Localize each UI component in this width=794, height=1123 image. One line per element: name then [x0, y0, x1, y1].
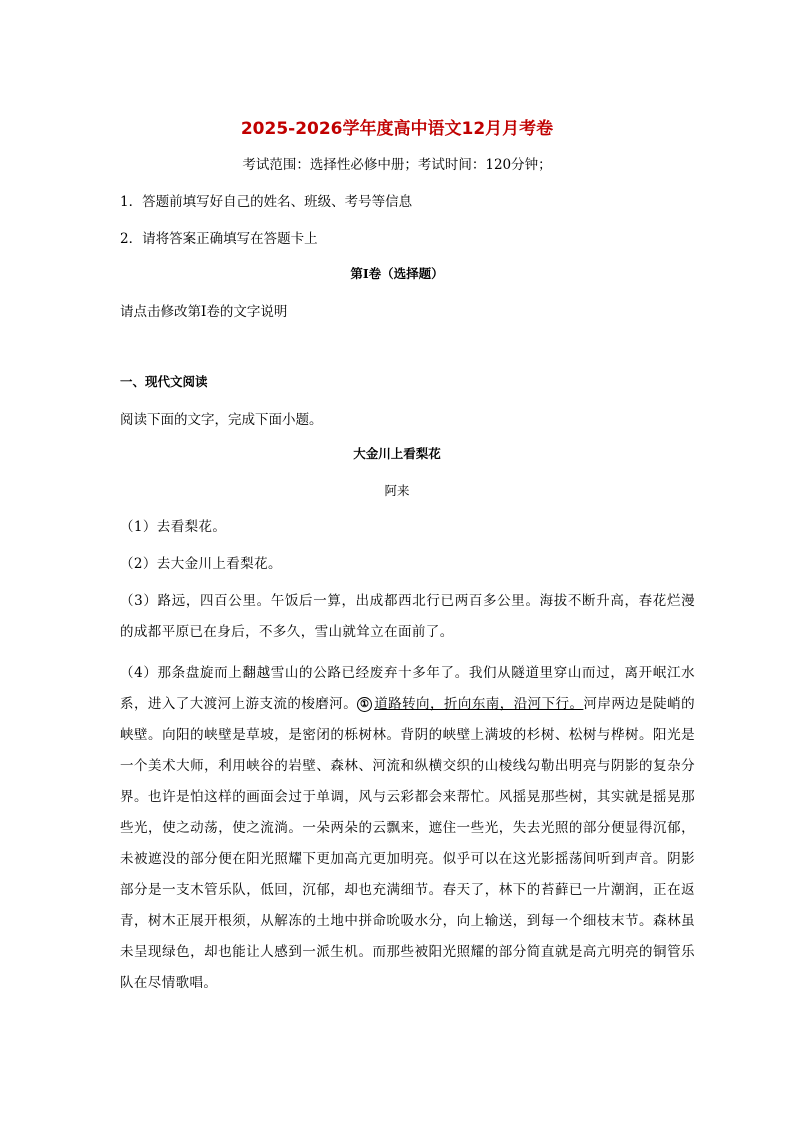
paragraph-4-rest: 河岸两边是陡峭的峡壁。向阳的峡壁是草坡，是密闭的栎树林。背阴的峡壁上满坡的杉树、松树与桦树。阳光是一个美术大师，利用峡谷的岩壁、森林、河流和纵横交织的山棱线勾勒出明亮与阴影的复杂分界。也许是怕这样的画面会过于单调，风与云彩都会来帮忙。风摇晃那些树，其实就是摇晃那些光，使之动荡，使之流淌。一朵两朵的云飘来，遮住一些光，失去光照的部分便显得沉郁，未被遮没的部分便在阳光照耀下更加高亢更加明亮。似乎可以在这光影摇荡间听到声音。阴影部分是一支木管乐队，低回，沉郁，却也充满细节。春天了，林下的苔藓已一片潮润，正在返青，树木正展开根须，从解冻的土地中拼命吮吸水分，向上输送，到每一个细枝末节。森林虽未呈现绿色，却也能让人感到一派生机。而那些被阳光照耀的部分简直就是高亢明亮的铜管乐队在尽情歌唱。: [120, 696, 696, 991]
underlined-sentence: 道路转向，折向东南，沿河下行。: [374, 696, 584, 712]
article-author: 阿来: [384, 483, 410, 498]
exam-info: 考试范围：选择性必修中册；考试时间：120分钟；: [242, 157, 552, 173]
paragraph-4-start: （4）那条盘旋而上翻越雪山的公路已经废弃十多年了。我们从隧道里穿山而过，离开岷江水系，进入了大渡河上游支流的梭磨河。: [120, 665, 695, 712]
instruction-1: 1．答题前填写好自己的姓名、班级、考号等信息: [120, 194, 413, 210]
exam-title: 2025-2026学年度高中语文12月月考卷: [240, 119, 554, 139]
instruction-2: 2．请将答案正确填写在答题卡上: [120, 231, 318, 247]
paragraph-1: （1）去看梨花。: [120, 519, 227, 535]
article-title: 大金川上看梨花: [353, 446, 441, 461]
paragraph-2: （2）去大金川上看梨花。: [120, 556, 282, 572]
part-heading: 一、现代文阅读: [120, 374, 208, 389]
section-heading: 第I卷（选择题）: [350, 266, 444, 281]
reading-prompt: 阅读下面的文字，完成下面小题。: [120, 412, 323, 428]
paragraph-3: （3）路远，四百公里。午饭后一算，出成都西北行已两百多公里。海拔不断升高，春花烂漫的成都平原已在身后，不多久，雪山就耸立在面前了。: [120, 593, 695, 640]
question-marker: ①: [357, 697, 372, 712]
paragraph-4: [120, 658, 695, 999]
section-note: 请点击修改第I卷的文字说明: [120, 304, 288, 320]
